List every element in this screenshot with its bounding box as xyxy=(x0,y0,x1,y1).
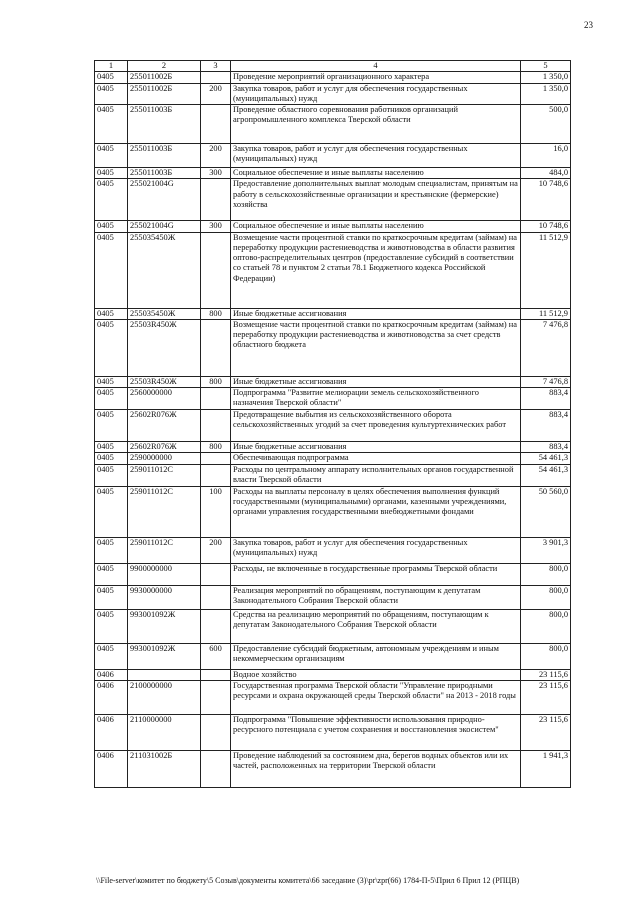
cell-target: 993001092Ж xyxy=(128,643,201,669)
cell-type xyxy=(201,72,231,83)
cell-amount: 23 115,6 xyxy=(521,680,571,714)
cell-type xyxy=(201,388,231,410)
cell-target: 2110000000 xyxy=(128,714,201,750)
cell-section: 0405 xyxy=(95,144,128,168)
cell-target: 259011012С xyxy=(128,486,201,537)
cell-section: 0405 xyxy=(95,179,128,221)
cell-amount: 23 115,6 xyxy=(521,714,571,750)
cell-target: 255021004G xyxy=(128,179,201,221)
cell-amount: 3 901,3 xyxy=(521,537,571,563)
file-path-footer: \\File-server\комитет по бюджету\5 Созыв\документы комитета\66 заседание (3)\pr\zpr(66) 1784-П-5\Прил 6 Прил 12 (РПЦВ) xyxy=(96,876,520,885)
cell-type xyxy=(201,585,231,609)
cell-amount: 800,0 xyxy=(521,643,571,669)
cell-section: 0406 xyxy=(95,669,128,680)
cell-section: 0405 xyxy=(95,464,128,486)
cell-type: 100 xyxy=(201,486,231,537)
cell-section: 0405 xyxy=(95,585,128,609)
cell-section: 0405 xyxy=(95,105,128,144)
cell-type xyxy=(201,453,231,464)
cell-amount: 50 560,0 xyxy=(521,486,571,537)
table-row xyxy=(95,680,571,714)
cell-name: Иные бюджетные ассигнования xyxy=(231,376,521,387)
table-row xyxy=(95,376,571,387)
cell-type xyxy=(201,669,231,680)
cell-target: 255011003Б xyxy=(128,144,201,168)
table-row xyxy=(95,221,571,232)
cell-target: 2560000000 xyxy=(128,388,201,410)
table-row xyxy=(95,464,571,486)
cell-name: Предоставление дополнительных выплат молодым специалистам, принятым на работу в сельскохозяйственные организации и крестьянские (фермерские) хозяйства xyxy=(231,179,521,221)
column-header-target: 2 xyxy=(128,61,201,72)
cell-target: 9900000000 xyxy=(128,563,201,585)
cell-section: 0405 xyxy=(95,643,128,669)
cell-target: 9930000000 xyxy=(128,585,201,609)
table-header-row xyxy=(95,61,571,72)
table-row xyxy=(95,563,571,585)
cell-amount: 7 476,8 xyxy=(521,319,571,376)
table-row xyxy=(95,669,571,680)
cell-amount: 16,0 xyxy=(521,144,571,168)
cell-type: 200 xyxy=(201,537,231,563)
cell-type xyxy=(201,464,231,486)
cell-target: 25602R076Ж xyxy=(128,442,201,453)
cell-amount: 800,0 xyxy=(521,563,571,585)
table-row xyxy=(95,105,571,144)
cell-section: 0405 xyxy=(95,563,128,585)
cell-section: 0406 xyxy=(95,714,128,750)
cell-target: 25503R450Ж xyxy=(128,319,201,376)
cell-section: 0405 xyxy=(95,442,128,453)
cell-amount: 800,0 xyxy=(521,609,571,643)
cell-name: Расходы, не включенные в государственные программы Тверской области xyxy=(231,563,521,585)
cell-type xyxy=(201,179,231,221)
cell-amount: 54 461,3 xyxy=(521,464,571,486)
table-row xyxy=(95,486,571,537)
cell-target: 259011012С xyxy=(128,537,201,563)
page-number: 23 xyxy=(584,20,593,30)
cell-target: 255011003Б xyxy=(128,105,201,144)
table-row xyxy=(95,643,571,669)
cell-target: 2590000000 xyxy=(128,453,201,464)
table-row xyxy=(95,319,571,376)
cell-target: 2100000000 xyxy=(128,680,201,714)
cell-type: 200 xyxy=(201,144,231,168)
cell-type xyxy=(201,410,231,442)
budget-table xyxy=(94,60,571,788)
cell-type xyxy=(201,319,231,376)
cell-target: 25503R450Ж xyxy=(128,376,201,387)
cell-type: 800 xyxy=(201,442,231,453)
table-row xyxy=(95,585,571,609)
cell-name: Проведение мероприятий организационного характера xyxy=(231,72,521,83)
column-header-type: 3 xyxy=(201,61,231,72)
table-row xyxy=(95,144,571,168)
cell-type xyxy=(201,563,231,585)
cell-type: 300 xyxy=(201,221,231,232)
cell-name: Расходы на выплаты персоналу в целях обеспечения выполнения функций государственными (муниципальными) органами, казенными учреждениями, органами управления государственными внебюджетными фондами xyxy=(231,486,521,537)
cell-amount: 484,0 xyxy=(521,168,571,179)
cell-section: 0405 xyxy=(95,376,128,387)
cell-type: 200 xyxy=(201,83,231,105)
cell-name: Возмещение части процентной ставки по краткосрочным кредитам (займам) на переработку продукции растениеводства и животноводства за счет средств областного бюджета xyxy=(231,319,521,376)
table-row xyxy=(95,388,571,410)
cell-amount: 23 115,6 xyxy=(521,669,571,680)
column-header-name: 4 xyxy=(231,61,521,72)
cell-section: 0405 xyxy=(95,168,128,179)
cell-type: 600 xyxy=(201,643,231,669)
cell-amount: 7 476,8 xyxy=(521,376,571,387)
table-row xyxy=(95,83,571,105)
table-row xyxy=(95,442,571,453)
table-body xyxy=(95,72,571,788)
column-header-amount: 5 xyxy=(521,61,571,72)
cell-target: 993001092Ж xyxy=(128,609,201,643)
cell-amount: 10 748,6 xyxy=(521,221,571,232)
cell-target: 255011003Б xyxy=(128,168,201,179)
cell-amount: 500,0 xyxy=(521,105,571,144)
cell-type: 800 xyxy=(201,308,231,319)
cell-target: 255021004G xyxy=(128,221,201,232)
cell-amount: 10 748,6 xyxy=(521,179,571,221)
cell-amount: 883,4 xyxy=(521,410,571,442)
cell-name: Подпрограмма "Развитие мелиорации земель сельскохозяйственного назначения Тверской области" xyxy=(231,388,521,410)
cell-name: Водное хозяйство xyxy=(231,669,521,680)
cell-section: 0405 xyxy=(95,221,128,232)
table-row xyxy=(95,232,571,308)
cell-section: 0405 xyxy=(95,72,128,83)
cell-target: 255011002Б xyxy=(128,72,201,83)
cell-type: 300 xyxy=(201,168,231,179)
cell-name: Предотвращение выбытия из сельскохозяйственного оборота сельскохозяйственных угодий за счет проведения культуртехнических работ xyxy=(231,410,521,442)
cell-section: 0405 xyxy=(95,388,128,410)
cell-name: Закупка товаров, работ и услуг для обеспечения государственных (муниципальных) нужд xyxy=(231,144,521,168)
cell-name: Закупка товаров, работ и услуг для обеспечения государственных (муниципальных) нужд xyxy=(231,537,521,563)
cell-amount: 883,4 xyxy=(521,442,571,453)
cell-section: 0405 xyxy=(95,308,128,319)
cell-type xyxy=(201,232,231,308)
column-header-section: 1 xyxy=(95,61,128,72)
cell-target: 255035450Ж xyxy=(128,308,201,319)
cell-amount: 11 512,9 xyxy=(521,232,571,308)
cell-target xyxy=(128,669,201,680)
cell-name: Расходы по центральному аппарату исполнительных органов государственной власти Тверской области xyxy=(231,464,521,486)
cell-name: Социальное обеспечение и иные выплаты населению xyxy=(231,221,521,232)
cell-section: 0405 xyxy=(95,537,128,563)
cell-amount: 883,4 xyxy=(521,388,571,410)
table-row xyxy=(95,168,571,179)
cell-name: Социальное обеспечение и иные выплаты населению xyxy=(231,168,521,179)
cell-name: Реализация мероприятий по обращениям, поступающим к депутатам Законодательного Собрания Тверской области xyxy=(231,585,521,609)
cell-name: Проведение наблюдений за состоянием дна, берегов водных объектов или их частей, расположенных на территории Тверской области xyxy=(231,750,521,787)
cell-amount: 11 512,9 xyxy=(521,308,571,319)
cell-name: Возмещение части процентной ставки по краткосрочным кредитам (займам) на переработку продукции растениеводства и животноводства в области развития оптово-распределительных центров (предоставление субсидий в соответствии со статьей 78 и пунктом 2 статьи 78.1 Бюджетного кодекса Российской Федерации) xyxy=(231,232,521,308)
cell-name: Закупка товаров, работ и услуг для обеспечения государственных (муниципальных) нужд xyxy=(231,83,521,105)
cell-section: 0406 xyxy=(95,680,128,714)
cell-target: 255011002Б xyxy=(128,83,201,105)
cell-type xyxy=(201,750,231,787)
cell-name: Иные бюджетные ассигнования xyxy=(231,442,521,453)
cell-name: Проведение областного соревнования работников организаций агропромышленного комплекса Тверской области xyxy=(231,105,521,144)
cell-name: Подпрограмма "Повышение эффективности использования природно-ресурсного потенциала с учетом сохранения и восстановления экосистем" xyxy=(231,714,521,750)
cell-section: 0405 xyxy=(95,609,128,643)
cell-type xyxy=(201,609,231,643)
cell-section: 0405 xyxy=(95,319,128,376)
table-row xyxy=(95,609,571,643)
cell-amount: 800,0 xyxy=(521,585,571,609)
cell-section: 0405 xyxy=(95,453,128,464)
cell-type xyxy=(201,105,231,144)
cell-section: 0405 xyxy=(95,232,128,308)
cell-section: 0405 xyxy=(95,486,128,537)
cell-section: 0405 xyxy=(95,410,128,442)
cell-name: Иные бюджетные ассигнования xyxy=(231,308,521,319)
cell-type: 800 xyxy=(201,376,231,387)
table-row xyxy=(95,308,571,319)
cell-type xyxy=(201,680,231,714)
cell-target: 259011012С xyxy=(128,464,201,486)
table-row xyxy=(95,714,571,750)
table-row xyxy=(95,537,571,563)
cell-target: 255035450Ж xyxy=(128,232,201,308)
table-row xyxy=(95,750,571,787)
table-row xyxy=(95,410,571,442)
cell-name: Средства на реализацию мероприятий по обращениям, поступающим к депутатам Законодательного Собрания Тверской области xyxy=(231,609,521,643)
table-row xyxy=(95,72,571,83)
table-row xyxy=(95,179,571,221)
cell-name: Государственная программа Тверской области "Управление природными ресурсами и охрана окружающей среды Тверской области" на 2013 - 2018 годы xyxy=(231,680,521,714)
cell-amount: 54 461,3 xyxy=(521,453,571,464)
table-row xyxy=(95,453,571,464)
cell-name: Предоставление субсидий бюджетным, автономным учреждениям и иным некоммерческим организациям xyxy=(231,643,521,669)
cell-section: 0405 xyxy=(95,83,128,105)
cell-amount: 1 350,0 xyxy=(521,72,571,83)
cell-target: 25602R076Ж xyxy=(128,410,201,442)
cell-section: 0406 xyxy=(95,750,128,787)
cell-name: Обеспечивающая подпрограмма xyxy=(231,453,521,464)
cell-type xyxy=(201,714,231,750)
cell-target: 211031002Б xyxy=(128,750,201,787)
cell-amount: 1 941,3 xyxy=(521,750,571,787)
cell-amount: 1 350,0 xyxy=(521,83,571,105)
